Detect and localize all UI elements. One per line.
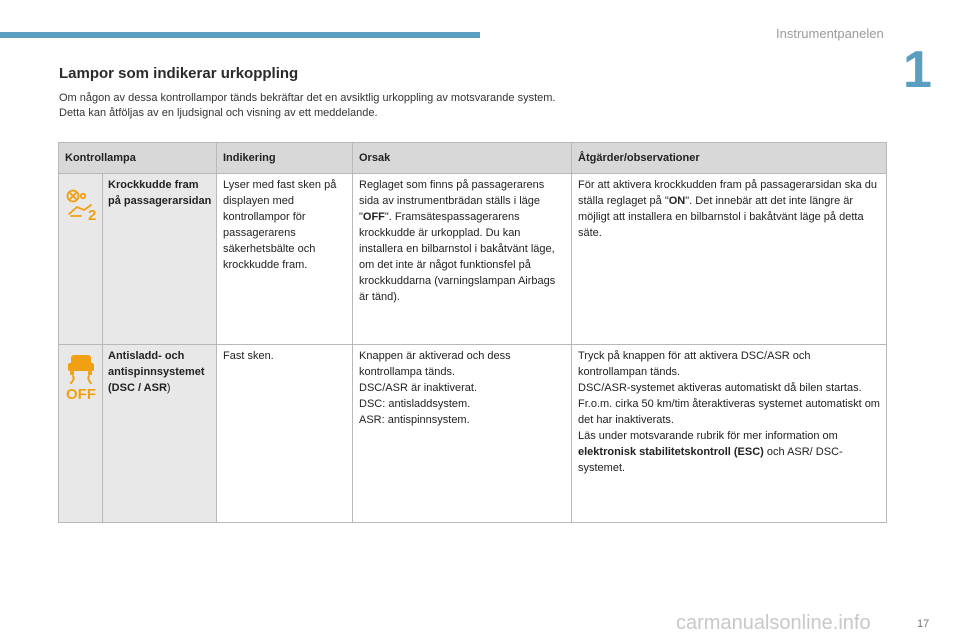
cause-cell: Knappen är aktiverad och dess kontrollampa tänds. DSC/ASR är inaktiverat. DSC: antisladdsystem. ASR: antispinnsystem. [353, 345, 572, 523]
watermark: carmanualsonline.info [676, 612, 871, 634]
svg-text:OFF: OFF [65, 386, 96, 403]
lamp-icon-cell [59, 345, 103, 523]
table-header-row [59, 143, 887, 174]
header-lamp: Kontrollampa [59, 143, 217, 174]
header-indication: Indikering [217, 143, 353, 174]
indicator-table [58, 142, 887, 523]
header-cause: Orsak [353, 143, 572, 174]
section-intro [59, 91, 759, 121]
airbag-off-icon [61, 186, 101, 226]
table-row [59, 345, 887, 523]
indication-cell: Lyser med fast sken på displayen med kontrollampor för passagerarens säkerhetsbälte och krockkudde fram. [217, 174, 353, 345]
table-row [59, 174, 887, 345]
action-cell: För att aktivera krockkudden fram på passagerarsidan ska du ställa reglaget på "ON". Det innebär att det inte längre är möjligt att installera en bilbarnstol i bakåtvänt läge på detta säte. [572, 174, 887, 345]
dsc-asr-off-icon [61, 349, 101, 407]
lamp-icon-cell [59, 174, 103, 345]
chapter-number: 1 [903, 41, 932, 99]
section-title: Lampor som indikerar urkoppling [59, 65, 299, 82]
cause-cell: Reglaget som finns på passagerarens sida av instrumentbrädan ställs i läge "OFF". Framsätespassagerarens krockkudde är urkopplad. Du kan installera en bilbarnstol i bakåtvänt läge, om det inte är något funktionsfel på krockkuddarna (varningslampan Airbags är tänd). [353, 174, 572, 345]
action-cell: Tryck på knappen för att aktivera DSC/ASR och kontrollampan tänds. DSC/ASR-systemet aktiveras automatiskt då bilen startas. Fr.o.m. cirka 50 km/tim återaktiveras systemet automatiskt om det har inaktiverats. Läs under motsvarande rubrik för mer information om elektronisk stabilitetskontroll (ESC) och ASR/ DSC-systemet. [572, 345, 887, 523]
intro-line-2: Detta kan åtföljas av en ljudsignal och visning av ett meddelande. [59, 107, 378, 119]
chapter-label: Instrumentpanelen [776, 26, 884, 41]
intro-line-1: Om någon av dessa kontrollampor tänds bekräftar det en avsiktlig urkoppling av motsvarande system. [59, 92, 556, 104]
top-accent-bar [0, 32, 480, 38]
svg-text:2: 2 [87, 207, 96, 224]
lamp-name: Antisladd- och antispinnsystemet (DSC / ASR) [103, 345, 217, 523]
lamp-name: Krockkudde fram på passagerarsidan [103, 174, 217, 345]
indication-cell: Fast sken. [217, 345, 353, 523]
page-number: 17 [917, 618, 930, 630]
header-action: Åtgärder/observationer [572, 143, 887, 174]
